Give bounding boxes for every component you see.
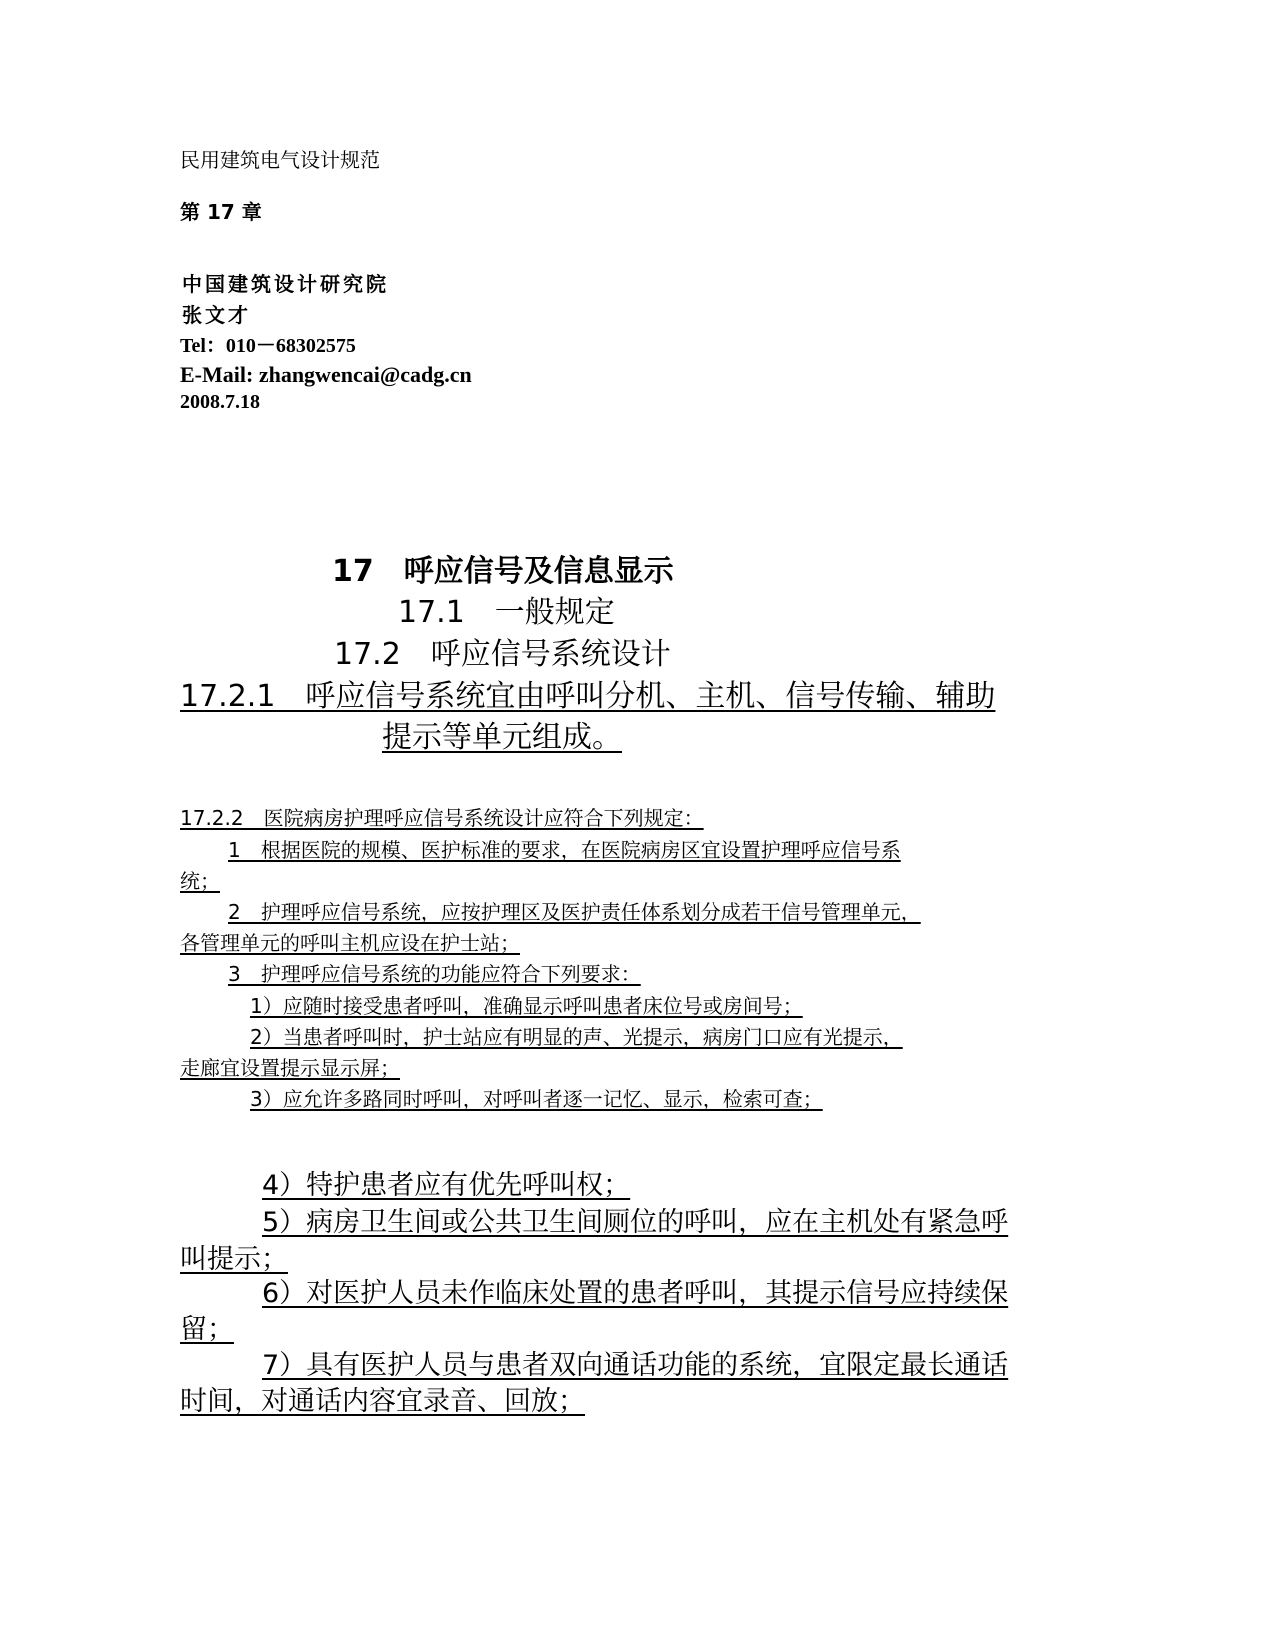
clause-item-3-text: 3 护理呼应信号系统的功能应符合下列要求： (228, 962, 641, 986)
clause-sub-7-text: 7）具有医护人员与患者双向通话功能的系统，宜限定最长通话 (262, 1350, 1009, 1381)
clause-sub-6-line1 (180, 1271, 1008, 1310)
clause-17-2-1-line2: 提示等单元组成。 (382, 720, 622, 755)
clause-sub-2-text: 2）当患者呼叫时，护士站应有明显的声、光提示，病房门口应有光提示， (250, 1025, 903, 1049)
clause-item-2-line1 (180, 896, 921, 925)
clause-sub-3 (180, 1083, 823, 1112)
heading-17-1 (398, 587, 615, 631)
clause-sub-5-line1 (180, 1200, 1008, 1239)
author-email: E-Mail: zhangwencai@cadg.cn (180, 362, 472, 387)
author-name: 张文才 (182, 305, 251, 327)
clause-sub-6-text: 6）对医护人员未作临床处置的患者呼叫，其提示信号应持续保 (262, 1278, 1009, 1309)
clause-sub-4: 4）特护患者应有优先呼叫权； (262, 1170, 631, 1201)
document-title: 民用建筑电气设计规范 (180, 148, 380, 172)
clause-sub-7-line2: 时间，对通话内容宜录音、回放； (180, 1386, 585, 1417)
clause-item-2-line2: 各管理单元的呼叫主机应设在护士站； (180, 931, 520, 955)
clause-17-2-1-line1: 17.2.1 呼应信号系统宜由呼叫分机、主机、信号传输、辅助 (180, 679, 996, 714)
clause-sub-2-line2: 走廊宜设置提示显示屏； (180, 1056, 400, 1080)
clause-sub-6-line2: 留； (180, 1314, 234, 1345)
clause-sub-1-text: 1）应随时接受患者呼叫，准确显示呼叫患者床位号或房间号； (250, 994, 803, 1018)
author-institute: 中国建筑设计研究院 (182, 274, 389, 296)
clause-sub-7-line1 (180, 1343, 1008, 1382)
clause-sub-3-text: 3）应允许多路同时呼叫，对呼叫者逐一记忆、显示，检索可查； (250, 1087, 823, 1111)
clause-item-1-line1 (180, 834, 901, 863)
clause-sub-5-line2: 叫提示； (180, 1244, 288, 1275)
heading-17-2-text: 17.2 呼应信号系统设计 (334, 637, 671, 672)
chapter-label: 第 17 章 (180, 200, 262, 224)
clause-sub-5-text: 5）病房卫生间或公共卫生间厕位的呼叫，应在主机处有紧急呼 (262, 1207, 1009, 1238)
heading-17 (332, 546, 674, 590)
clause-item-2-text: 2 护理呼应信号系统，应按护理区及医护责任体系划分成若干信号管理单元， (228, 900, 921, 924)
clause-17-2-2-title: 17.2.2 医院病房护理呼应信号系统设计应符合下列规定： (180, 806, 704, 830)
clause-item-3 (180, 958, 641, 987)
clause-sub-2-line1 (180, 1021, 903, 1050)
document-date: 2008.7.18 (180, 391, 260, 413)
heading-17-text: 17 呼应信号及信息显示 (332, 554, 674, 589)
heading-17-1-text: 17.1 一般规定 (398, 595, 615, 630)
clause-item-1-text: 1 根据医院的规模、医护标准的要求，在医院病房区宜设置护理呼应信号系 (228, 838, 901, 862)
author-tel: Tel：010－68302575 (180, 335, 356, 357)
clause-sub-1 (180, 990, 803, 1019)
heading-17-2 (334, 629, 671, 673)
clause-item-1-line2: 统； (180, 869, 220, 893)
